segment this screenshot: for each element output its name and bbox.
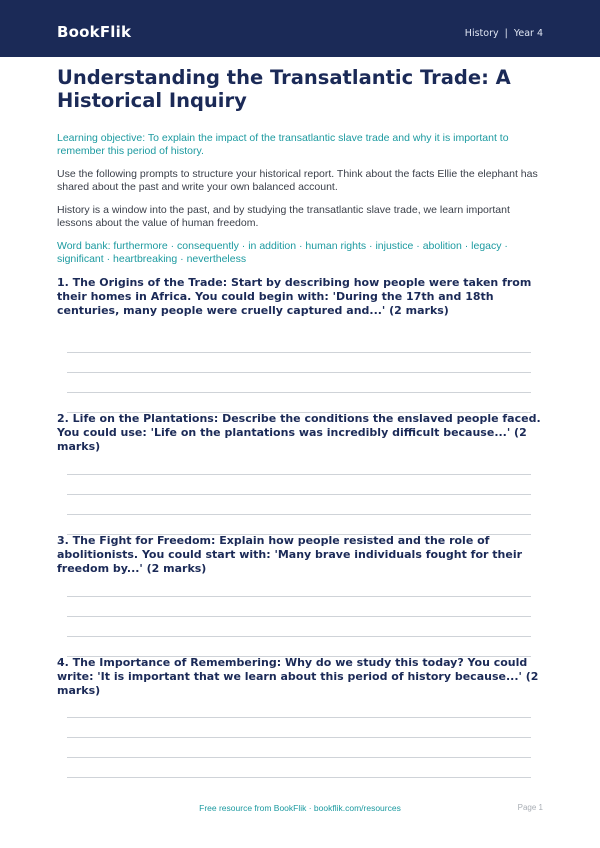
- brand-logo[interactable]: BookFlik: [57, 23, 132, 41]
- breadcrumb-year[interactable]: Year 4: [513, 28, 543, 39]
- question-1: 1. The Origins of the Trade: Start by describing how people were taken from their homes in Africa. You could begin with: 'During the 17th and 18th centuries, many people were cruelly captured and...' (2 marks): [57, 276, 532, 317]
- breadcrumb-subject[interactable]: History: [464, 28, 499, 39]
- answer-line[interactable]: [67, 737, 531, 738]
- site-header: [0, 0, 600, 57]
- answer-line[interactable]: [67, 596, 531, 597]
- learning-objective: Learning objective: To explain the impact of the transatlantic slave trade and why it is important to remember this period of history.: [57, 132, 509, 157]
- answer-line[interactable]: [67, 474, 531, 475]
- question-3: 3. The Fight for Freedom: Explain how people resisted and the role of abolitionists. You could start with: 'Many brave individuals fought for their freedom by...' (2 marks): [57, 534, 523, 575]
- answer-line[interactable]: [67, 392, 531, 393]
- footer-text[interactable]: Free resource from BookFlik · bookflik.com/resources: [199, 803, 401, 813]
- answer-line[interactable]: [67, 494, 531, 495]
- answer-line[interactable]: [67, 757, 531, 758]
- answer-line[interactable]: [67, 352, 531, 353]
- breadcrumb-separator: |: [504, 28, 508, 39]
- instructions-paragraph: Use the following prompts to structure your historical report. Think about the facts Ellie the elephant has shared about the past and write your own balanced account.: [57, 168, 538, 193]
- answer-line[interactable]: [67, 717, 531, 718]
- intro-section: [57, 66, 544, 266]
- answer-line[interactable]: [67, 372, 531, 373]
- answer-line[interactable]: [67, 616, 531, 617]
- context-paragraph: History is a window into the past, and by studying the transatlantic slave trade, we learn important lessons about the value of human freedom.: [57, 204, 510, 229]
- page-title: Understanding the Transatlantic Trade: A Historical Inquiry: [57, 66, 511, 112]
- answer-line[interactable]: [67, 777, 531, 778]
- question-4: 4. The Importance of Remembering: Why do we study this today? You could write: 'It is important that we learn about this period of history because...' (2 marks): [57, 656, 539, 697]
- answer-line[interactable]: [67, 514, 531, 515]
- question-2: 2. Life on the Plantations: Describe the conditions the enslaved people faced. You could use: 'Life on the plantations was incredibly difficult because...' (2 marks): [57, 412, 541, 453]
- page-number: Page 1: [517, 803, 543, 812]
- answer-line[interactable]: [67, 636, 531, 637]
- breadcrumb: [465, 28, 543, 39]
- word-bank: Word bank: furthermore · consequently · in addition · human rights · injustice · abolition · legacy · significant · heartbreaking · nevertheless: [57, 240, 508, 265]
